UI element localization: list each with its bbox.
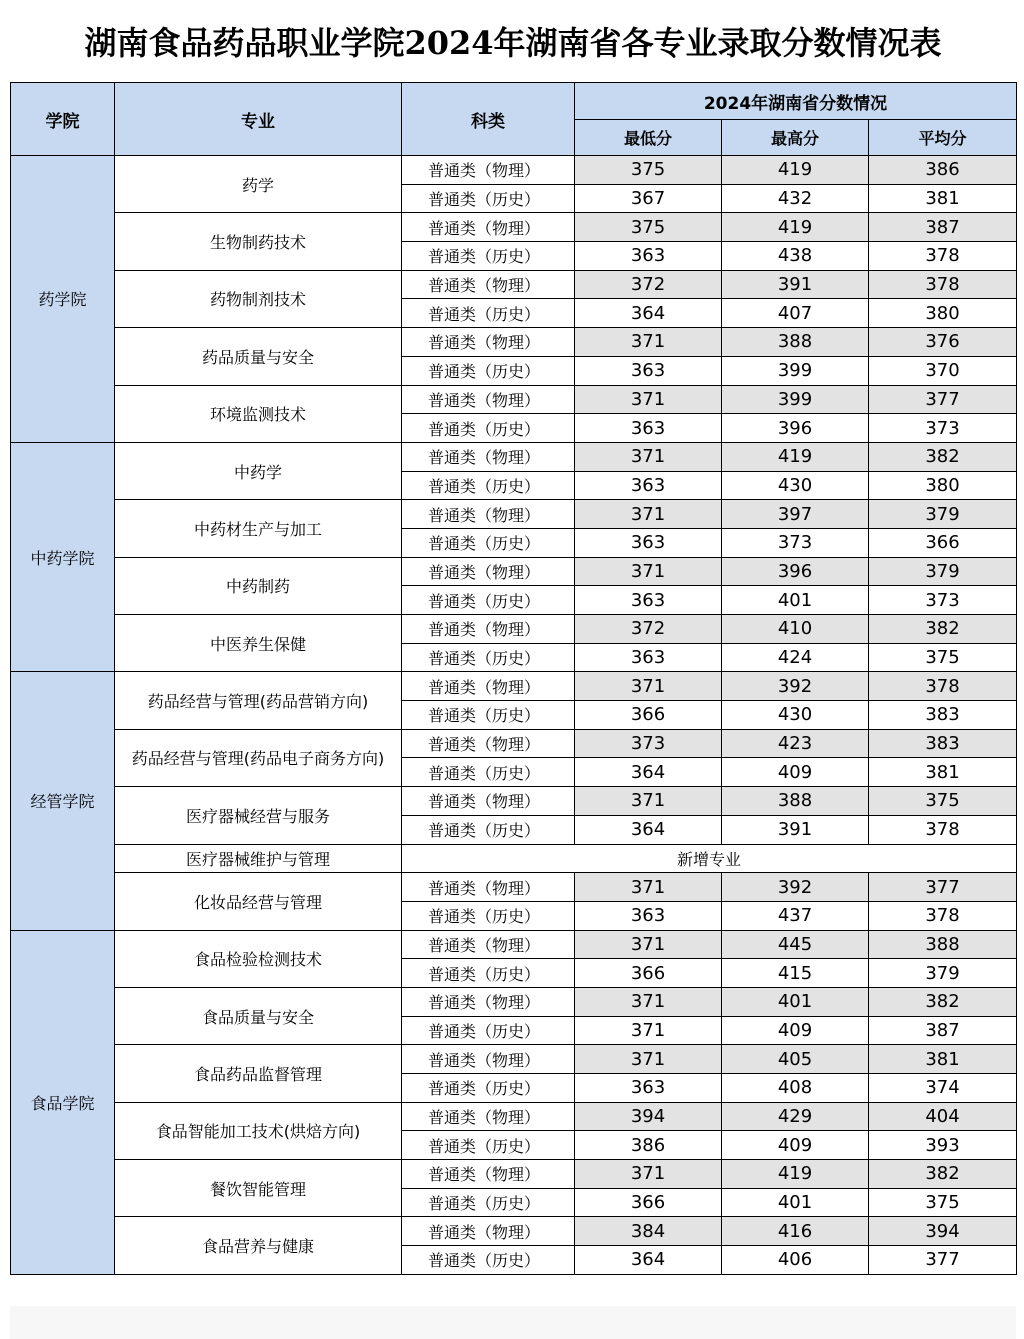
max-score-cell: 429	[722, 1102, 869, 1131]
avg-score-cell: 378	[869, 815, 1017, 844]
header-min-score: 最低分	[575, 120, 722, 156]
major-cell: 中医养生保健	[115, 615, 402, 672]
avg-score-cell: 380	[869, 299, 1017, 328]
category-cell: 普通类（历史）	[402, 758, 575, 787]
min-score-cell: 371	[575, 987, 722, 1016]
header-major: 专业	[115, 83, 402, 156]
max-score-cell: 415	[722, 959, 869, 988]
max-score-cell: 409	[722, 1016, 869, 1045]
avg-score-cell: 378	[869, 242, 1017, 271]
avg-score-cell: 380	[869, 471, 1017, 500]
category-cell: 普通类（历史）	[402, 528, 575, 557]
max-score-cell: 407	[722, 299, 869, 328]
category-cell: 普通类（物理）	[402, 557, 575, 586]
avg-score-cell: 374	[869, 1074, 1017, 1103]
min-score-cell: 364	[575, 758, 722, 787]
avg-score-cell: 383	[869, 701, 1017, 730]
avg-score-cell: 377	[869, 1246, 1017, 1275]
avg-score-cell: 375	[869, 787, 1017, 816]
avg-score-cell: 379	[869, 959, 1017, 988]
min-score-cell: 373	[575, 729, 722, 758]
min-score-cell: 366	[575, 1188, 722, 1217]
category-cell: 普通类（历史）	[402, 1074, 575, 1103]
min-score-cell: 371	[575, 930, 722, 959]
major-cell: 中药材生产与加工	[115, 500, 402, 557]
table-row	[11, 787, 1017, 816]
category-cell: 普通类（物理）	[402, 873, 575, 902]
category-cell: 普通类（物理）	[402, 442, 575, 471]
min-score-cell: 384	[575, 1217, 722, 1246]
min-score-cell: 371	[575, 500, 722, 529]
table-row	[11, 1102, 1017, 1131]
min-score-cell: 371	[575, 1045, 722, 1074]
table-row	[11, 1045, 1017, 1074]
header-category: 科类	[402, 83, 575, 156]
max-score-cell: 373	[722, 528, 869, 557]
max-score-cell: 401	[722, 586, 869, 615]
max-score-cell: 391	[722, 270, 869, 299]
max-score-cell: 405	[722, 1045, 869, 1074]
max-score-cell: 399	[722, 356, 869, 385]
avg-score-cell: 378	[869, 672, 1017, 701]
college-cell: 食品学院	[11, 930, 115, 1274]
category-cell: 普通类（物理）	[402, 930, 575, 959]
category-cell: 普通类（物理）	[402, 615, 575, 644]
category-cell: 普通类（物理）	[402, 729, 575, 758]
category-cell: 普通类（历史）	[402, 901, 575, 930]
category-cell: 普通类（历史）	[402, 242, 575, 271]
min-score-cell: 363	[575, 586, 722, 615]
min-score-cell: 375	[575, 156, 722, 185]
min-score-cell: 372	[575, 615, 722, 644]
category-cell: 普通类（历史）	[402, 184, 575, 213]
max-score-cell: 432	[722, 184, 869, 213]
max-score-cell: 409	[722, 1131, 869, 1160]
table-row	[11, 873, 1017, 902]
major-cell: 食品药品监督管理	[115, 1045, 402, 1102]
max-score-cell: 388	[722, 787, 869, 816]
max-score-cell: 419	[722, 156, 869, 185]
major-cell: 生物制药技术	[115, 213, 402, 270]
min-score-cell: 371	[575, 873, 722, 902]
category-cell: 普通类（物理）	[402, 270, 575, 299]
max-score-cell: 397	[722, 500, 869, 529]
table-row	[11, 930, 1017, 959]
table-row	[11, 270, 1017, 299]
max-score-cell: 401	[722, 1188, 869, 1217]
major-cell: 药学	[115, 156, 402, 213]
avg-score-cell: 382	[869, 987, 1017, 1016]
new-major-note: 新增专业	[402, 844, 1017, 873]
min-score-cell: 371	[575, 385, 722, 414]
header-college: 学院	[11, 83, 115, 156]
major-cell: 药品经营与管理(药品电子商务方向)	[115, 729, 402, 786]
max-score-cell: 445	[722, 930, 869, 959]
table-row	[11, 729, 1017, 758]
min-score-cell: 363	[575, 356, 722, 385]
max-score-cell: 399	[722, 385, 869, 414]
min-score-cell: 363	[575, 901, 722, 930]
major-cell: 药品质量与安全	[115, 328, 402, 385]
category-cell: 普通类（物理）	[402, 987, 575, 1016]
min-score-cell: 394	[575, 1102, 722, 1131]
avg-score-cell: 381	[869, 758, 1017, 787]
max-score-cell: 410	[722, 615, 869, 644]
category-cell: 普通类（物理）	[402, 385, 575, 414]
max-score-cell: 419	[722, 442, 869, 471]
avg-score-cell: 382	[869, 1160, 1017, 1189]
avg-score-cell: 386	[869, 156, 1017, 185]
table-row	[11, 987, 1017, 1016]
major-cell: 食品智能加工技术(烘焙方向)	[115, 1102, 402, 1159]
min-score-cell: 366	[575, 959, 722, 988]
category-cell: 普通类（物理）	[402, 672, 575, 701]
major-cell: 药物制剂技术	[115, 270, 402, 327]
avg-score-cell: 387	[869, 213, 1017, 242]
avg-score-cell: 388	[869, 930, 1017, 959]
min-score-cell: 372	[575, 270, 722, 299]
avg-score-cell: 382	[869, 442, 1017, 471]
category-cell: 普通类（物理）	[402, 1102, 575, 1131]
table-body	[11, 156, 1017, 1275]
table-row	[11, 442, 1017, 471]
min-score-cell: 363	[575, 414, 722, 443]
min-score-cell: 367	[575, 184, 722, 213]
major-cell: 食品质量与安全	[115, 987, 402, 1044]
max-score-cell: 406	[722, 1246, 869, 1275]
avg-score-cell: 387	[869, 1016, 1017, 1045]
table-row	[11, 213, 1017, 242]
avg-score-cell: 373	[869, 414, 1017, 443]
max-score-cell: 416	[722, 1217, 869, 1246]
avg-score-cell: 378	[869, 270, 1017, 299]
category-cell: 普通类（历史）	[402, 356, 575, 385]
college-cell: 中药学院	[11, 442, 115, 672]
avg-score-cell: 377	[869, 385, 1017, 414]
min-score-cell: 364	[575, 815, 722, 844]
table-row	[11, 385, 1017, 414]
footer-strip	[10, 1306, 1016, 1339]
table-row	[11, 1217, 1017, 1246]
avg-score-cell: 375	[869, 643, 1017, 672]
major-cell: 医疗器械经营与服务	[115, 787, 402, 844]
table-row	[11, 1160, 1017, 1189]
avg-score-cell: 381	[869, 184, 1017, 213]
category-cell: 普通类（历史）	[402, 701, 575, 730]
category-cell: 普通类（物理）	[402, 1217, 575, 1246]
table-row	[11, 615, 1017, 644]
avg-score-cell: 381	[869, 1045, 1017, 1074]
category-cell: 普通类（历史）	[402, 299, 575, 328]
max-score-cell: 424	[722, 643, 869, 672]
table-row	[11, 500, 1017, 529]
max-score-cell: 423	[722, 729, 869, 758]
college-cell: 药学院	[11, 156, 115, 443]
avg-score-cell: 376	[869, 328, 1017, 357]
max-score-cell: 438	[722, 242, 869, 271]
category-cell: 普通类（物理）	[402, 1045, 575, 1074]
max-score-cell: 388	[722, 328, 869, 357]
category-cell: 普通类（历史）	[402, 1016, 575, 1045]
avg-score-cell: 379	[869, 557, 1017, 586]
max-score-cell: 419	[722, 213, 869, 242]
min-score-cell: 371	[575, 328, 722, 357]
max-score-cell: 396	[722, 557, 869, 586]
min-score-cell: 363	[575, 471, 722, 500]
category-cell: 普通类（历史）	[402, 586, 575, 615]
avg-score-cell: 366	[869, 528, 1017, 557]
avg-score-cell: 370	[869, 356, 1017, 385]
major-cell: 食品营养与健康	[115, 1217, 402, 1274]
major-cell: 中药学	[115, 442, 402, 499]
min-score-cell: 371	[575, 1016, 722, 1045]
avg-score-cell: 394	[869, 1217, 1017, 1246]
avg-score-cell: 382	[869, 615, 1017, 644]
min-score-cell: 364	[575, 299, 722, 328]
max-score-cell: 396	[722, 414, 869, 443]
category-cell: 普通类（物理）	[402, 213, 575, 242]
header-score-group: 2024年湖南省分数情况	[575, 83, 1017, 120]
min-score-cell: 371	[575, 442, 722, 471]
admission-score-table	[10, 82, 1017, 1275]
min-score-cell: 371	[575, 672, 722, 701]
max-score-cell: 430	[722, 701, 869, 730]
avg-score-cell: 378	[869, 901, 1017, 930]
category-cell: 普通类（历史）	[402, 1131, 575, 1160]
major-cell: 药品经营与管理(药品营销方向)	[115, 672, 402, 729]
category-cell: 普通类（物理）	[402, 328, 575, 357]
category-cell: 普通类（物理）	[402, 1160, 575, 1189]
category-cell: 普通类（物理）	[402, 500, 575, 529]
min-score-cell: 386	[575, 1131, 722, 1160]
major-cell: 餐饮智能管理	[115, 1160, 402, 1217]
min-score-cell: 364	[575, 1246, 722, 1275]
page-title: 湖南食品药品职业学院2024年湖南省各专业录取分数情况表	[10, 0, 1016, 83]
avg-score-cell: 393	[869, 1131, 1017, 1160]
max-score-cell: 419	[722, 1160, 869, 1189]
max-score-cell: 437	[722, 901, 869, 930]
avg-score-cell: 379	[869, 500, 1017, 529]
avg-score-cell: 377	[869, 873, 1017, 902]
min-score-cell: 366	[575, 701, 722, 730]
max-score-cell: 401	[722, 987, 869, 1016]
avg-score-cell: 373	[869, 586, 1017, 615]
major-cell: 医疗器械维护与管理	[115, 844, 402, 873]
header-max-score: 最高分	[722, 120, 869, 156]
min-score-cell: 371	[575, 557, 722, 586]
table-row	[11, 328, 1017, 357]
table-row	[11, 672, 1017, 701]
major-cell: 食品检验检测技术	[115, 930, 402, 987]
category-cell: 普通类（历史）	[402, 815, 575, 844]
min-score-cell: 363	[575, 643, 722, 672]
max-score-cell: 392	[722, 672, 869, 701]
college-cell: 经管学院	[11, 672, 115, 930]
table-row	[11, 557, 1017, 586]
min-score-cell: 363	[575, 242, 722, 271]
header-avg-score: 平均分	[869, 120, 1017, 156]
category-cell: 普通类（历史）	[402, 414, 575, 443]
category-cell: 普通类（历史）	[402, 471, 575, 500]
major-cell: 化妆品经营与管理	[115, 873, 402, 930]
category-cell: 普通类（物理）	[402, 156, 575, 185]
major-cell: 环境监测技术	[115, 385, 402, 442]
category-cell: 普通类（历史）	[402, 643, 575, 672]
max-score-cell: 391	[722, 815, 869, 844]
avg-score-cell: 383	[869, 729, 1017, 758]
min-score-cell: 375	[575, 213, 722, 242]
max-score-cell: 392	[722, 873, 869, 902]
category-cell: 普通类（物理）	[402, 787, 575, 816]
table-row	[11, 156, 1017, 185]
min-score-cell: 371	[575, 1160, 722, 1189]
max-score-cell: 408	[722, 1074, 869, 1103]
min-score-cell: 363	[575, 528, 722, 557]
avg-score-cell: 375	[869, 1188, 1017, 1217]
category-cell: 普通类（历史）	[402, 1246, 575, 1275]
min-score-cell: 371	[575, 787, 722, 816]
major-cell: 中药制药	[115, 557, 402, 614]
category-cell: 普通类（历史）	[402, 959, 575, 988]
max-score-cell: 430	[722, 471, 869, 500]
max-score-cell: 409	[722, 758, 869, 787]
avg-score-cell: 404	[869, 1102, 1017, 1131]
category-cell: 普通类（历史）	[402, 1188, 575, 1217]
min-score-cell: 363	[575, 1074, 722, 1103]
